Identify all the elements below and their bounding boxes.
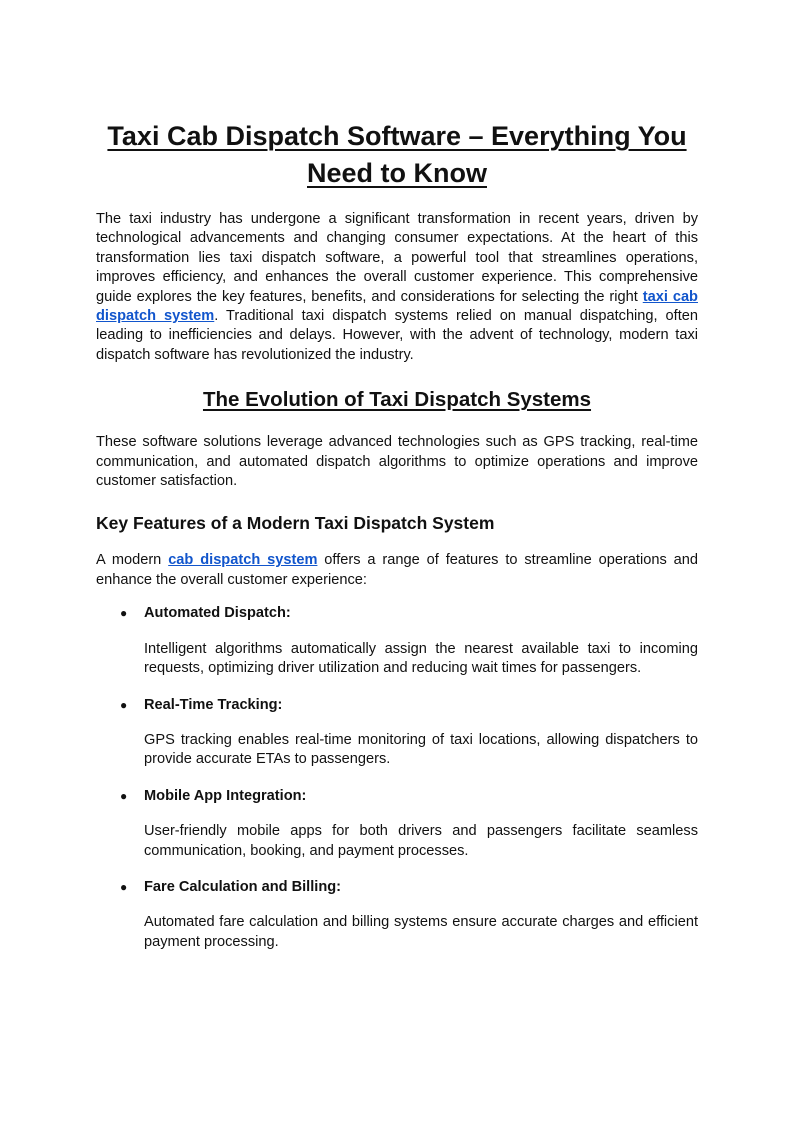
feature-title: Automated Dispatch:: [144, 605, 291, 622]
key-features-text-start: A modern: [96, 552, 169, 569]
feature-title: Real-Time Tracking:: [144, 696, 283, 713]
list-item: [96, 696, 698, 770]
feature-title: Fare Calculation and Billing:: [144, 878, 342, 895]
bullet-icon: ●: [120, 606, 128, 621]
cab-dispatch-system-link[interactable]: cab dispatch system: [168, 552, 318, 569]
page-title: [96, 0, 698, 192]
title-line-2: Need to Know: [307, 158, 487, 188]
list-item: [96, 787, 698, 861]
list-item: [96, 878, 698, 952]
bullet-icon: ●: [120, 697, 128, 712]
intro-text-end: . Traditional taxi dispatch systems relied on manual dispatching, often leading to inefficiencies and delays. However, with the advent of technology, modern taxi dispatch software has revolutionized the industry.: [96, 308, 699, 363]
feature-description: Intelligent algorithms automatically assign the nearest available taxi to incoming requests, optimizing driver utilization and reducing wait times for passengers.: [144, 640, 698, 677]
key-features-paragraph: [96, 551, 698, 590]
feature-description: User-friendly mobile apps for both drivers and passengers facilitate seamless communication, booking, and payment processes.: [144, 823, 698, 859]
key-features-heading: Key Features of a Modern Taxi Dispatch System: [96, 513, 495, 534]
list-item: [96, 604, 698, 678]
intro-paragraph: [96, 210, 698, 365]
taxi-cab-dispatch-system-link[interactable]: taxi cab dispatch system: [96, 288, 698, 325]
bullet-icon: ●: [120, 788, 128, 803]
feature-list: [96, 604, 698, 952]
feature-description: Automated fare calculation and billing systems ensure accurate charges and efficient payment processing.: [144, 914, 698, 950]
bullet-icon: ●: [120, 879, 128, 894]
title-line-1: Taxi Cab Dispatch Software – Everything You: [107, 121, 687, 151]
key-features-text-end: offers a range of features to streamline operations and enhance the overall customer experience:: [96, 552, 698, 588]
feature-description: GPS tracking enables real-time monitoring of taxi locations, allowing dispatchers to provide accurate ETAs to passengers.: [144, 731, 698, 768]
evolution-heading: The Evolution of Taxi Dispatch Systems: [202, 388, 592, 412]
intro-text-start: The taxi industry has undergone a significant transformation in recent years, driven by technological advancements and changing consumer expectations. At the heart of this transformation lies taxi dispatch software, a powerful tool that streamlines operations, improves efficiency, and enhances the overall customer experience. This comprehensive guide explores the key features, benefits, and considerations for selecting the right: [96, 211, 698, 305]
feature-title: Mobile App Integration:: [144, 787, 307, 804]
evolution-paragraph: These software solutions leverage advanced technologies such as GPS tracking, real-time communication, and automated dispatch algorithms to optimize operations and improve customer satisfaction.: [96, 434, 698, 490]
